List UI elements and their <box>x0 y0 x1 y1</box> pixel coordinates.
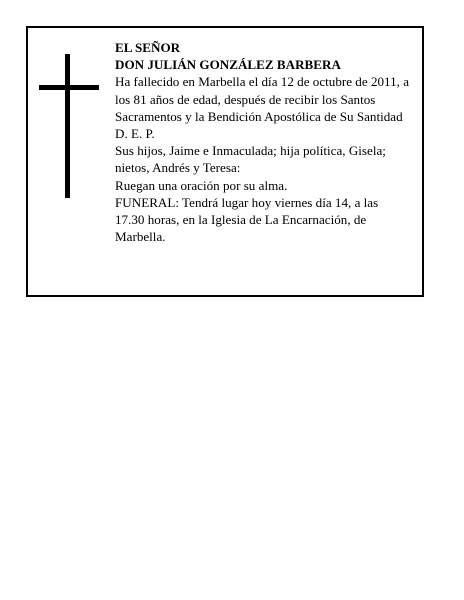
obituary-notice <box>26 26 424 297</box>
text-line: 17.30 horas, en la Iglesia de La Encarnación, de <box>115 212 367 228</box>
text-line: Sus hijos, Jaime e Inmaculada; hija política, Gisela; <box>115 143 386 159</box>
title-honorific: EL SEÑOR <box>115 40 181 55</box>
text-line: los 81 años de edad, después de recibir los Santos <box>115 91 376 107</box>
text-line: Marbella. <box>115 229 166 245</box>
cross-vertical-bar <box>65 54 70 198</box>
deceased-name: DON JULIÁN GONZÁLEZ BARBERA <box>115 57 341 73</box>
obituary-text <box>115 39 425 245</box>
text-line: nietos, Andrés y Teresa: <box>115 160 241 176</box>
cross-icon <box>39 54 99 198</box>
cross-horizontal-bar <box>39 85 99 90</box>
rip-line: D. E. P. <box>115 126 155 142</box>
funeral-line: FUNERAL: Tendrá lugar hoy viernes día 14, a las <box>115 194 379 210</box>
prayer-line: Ruegan una oración por su alma. <box>115 177 288 193</box>
text-line: Ha fallecido en Marbella el día 12 de octubre de 2011, a <box>115 74 410 90</box>
text-line: Sacramentos y la Bendición Apostólica de Su Santidad <box>115 108 403 124</box>
